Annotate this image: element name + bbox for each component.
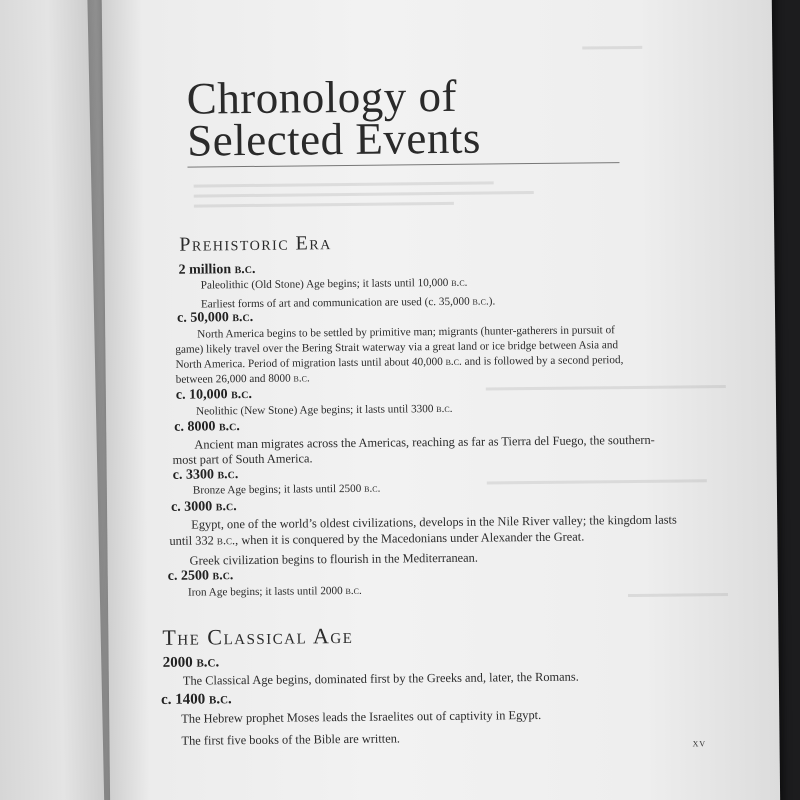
- event-entry: North America begins to be settled by primitive man; migrants (hunter-gatherers in pursuit of: [197, 324, 615, 341]
- era-date: c. 50,000 b.c.: [176, 309, 254, 326]
- era-date: c. 3000 b.c.: [170, 499, 237, 515]
- event-entry: North America. Period of migration lasts until about 40,000 b.c. and is followed by a second period,: [175, 354, 624, 371]
- event-entry: The first five books of the Bible are written.: [181, 731, 401, 748]
- event-entry: Greek civilization begins to flourish in the Mediterranean.: [189, 550, 479, 568]
- page-number: xv: [692, 735, 707, 750]
- book-page: [102, 0, 781, 800]
- event-entry: between 26,000 and 8000 b.c.: [175, 372, 310, 386]
- event-entry: Egypt, one of the world’s oldest civilizations, develops in the Nile River valley; the kingdom lasts: [191, 512, 677, 532]
- section-heading-classical: The Classical Age: [162, 622, 354, 650]
- event-entry: until 332 b.c., when it is conquered by the Macedonians under Alexander the Great.: [169, 529, 585, 548]
- era-date: c. 8000 b.c.: [174, 419, 240, 435]
- section-heading-prehistoric: Prehistoric Era: [179, 232, 332, 256]
- era-date: 2000 b.c.: [162, 654, 220, 671]
- era-date: c. 1400 b.c.: [160, 691, 232, 708]
- event-entry: Earliest forms of art and communication are used (c. 35,000 b.c.).: [200, 295, 496, 311]
- event-entry: Neolithic (New Stone) Age begins; it lasts until 3300 b.c.: [195, 402, 453, 418]
- event-entry: The Classical Age begins, dominated first by the Greeks and, later, the Romans.: [182, 669, 579, 688]
- event-entry: most part of South America.: [172, 451, 313, 467]
- page-title-line-2: Selected Events: [186, 112, 482, 166]
- event-entry: Iron Age begins; it lasts until 2000 b.c.: [187, 584, 362, 599]
- event-entry: game) likely travel over the Bering Strait waterway via a great land or ice bridge between Asia and: [175, 339, 619, 356]
- event-entry: Ancient man migrates across the Americas, reaching as far as Tierra del Fuego, the southern-: [194, 432, 655, 452]
- event-entry: The Hebrew prophet Moses leads the Israelites out of captivity in Egypt.: [181, 707, 542, 726]
- event-entry: Paleolithic (Old Stone) Age begins; it lasts until 10,000 b.c.: [200, 276, 468, 292]
- era-date: c. 3300 b.c.: [172, 467, 239, 483]
- era-date: 2 million b.c.: [178, 261, 256, 278]
- era-date: c. 10,000 b.c.: [175, 386, 253, 403]
- page-title-line-1: Chronology of: [186, 70, 458, 124]
- event-entry: Bronze Age begins; it lasts until 2500 b.c.: [192, 482, 381, 497]
- era-date: c. 2500 b.c.: [167, 568, 234, 584]
